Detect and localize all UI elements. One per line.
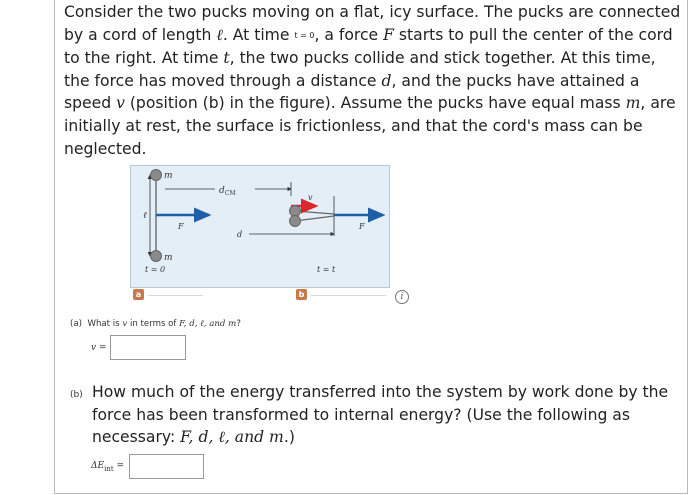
label-F-final: F [359, 222, 365, 231]
part-b-answer-label: $\Delta E_{int}$ = [91, 461, 125, 473]
part-b-question: (b) How much of the energy transferred into the system by work done by the force has been transformed to internal energy? (Use the following as necessary: F, d, ℓ, and m.) [70, 383, 669, 447]
label-ell: ℓ [143, 211, 147, 221]
label-t1: t = t [317, 265, 336, 274]
part-a-question: (a) What is v in terms of F, d, ℓ, and m? [70, 319, 241, 329]
divider-a [148, 295, 203, 296]
info-icon[interactable]: i [395, 290, 409, 304]
problem-statement: Consider the two pucks moving on a flat, icy surface. The pucks are connected by a cord of length ℓ. At time t = 0, a force F starts to pull the center of the cord to the right. At time t, the two pucks collide and stick together. At this time, the force has moved through a distance d, and the pucks have attained a speed v (position (b) in the figure). Assume the pucks have equal mass m, are initially at rest, the surface is frictionless, and that the cord's mass can be neglected. [64, 3, 681, 158]
puck-final-bottom [290, 216, 301, 227]
figure-label-a: a [133, 289, 144, 300]
puck-bottom [151, 251, 162, 262]
label-m-top: m [164, 171, 173, 181]
label-t0: t = 0 [145, 265, 166, 274]
label-m-bottom: m [164, 253, 173, 263]
divider-b [311, 295, 386, 296]
part-a-answer-input[interactable] [110, 335, 186, 360]
label-v: v [308, 193, 313, 202]
puck-final-top [290, 206, 301, 217]
label-dcm: $d_{CM}$ [219, 186, 236, 197]
puck-figure [130, 165, 390, 288]
label-F-initial: F [178, 222, 184, 231]
puck-top [151, 170, 162, 181]
figure-drawing [131, 166, 391, 289]
figure-label-b: b [296, 289, 307, 300]
part-a-answer-label: v = [91, 343, 107, 353]
part-b-answer-input[interactable] [129, 454, 204, 479]
label-d: d [237, 230, 243, 239]
